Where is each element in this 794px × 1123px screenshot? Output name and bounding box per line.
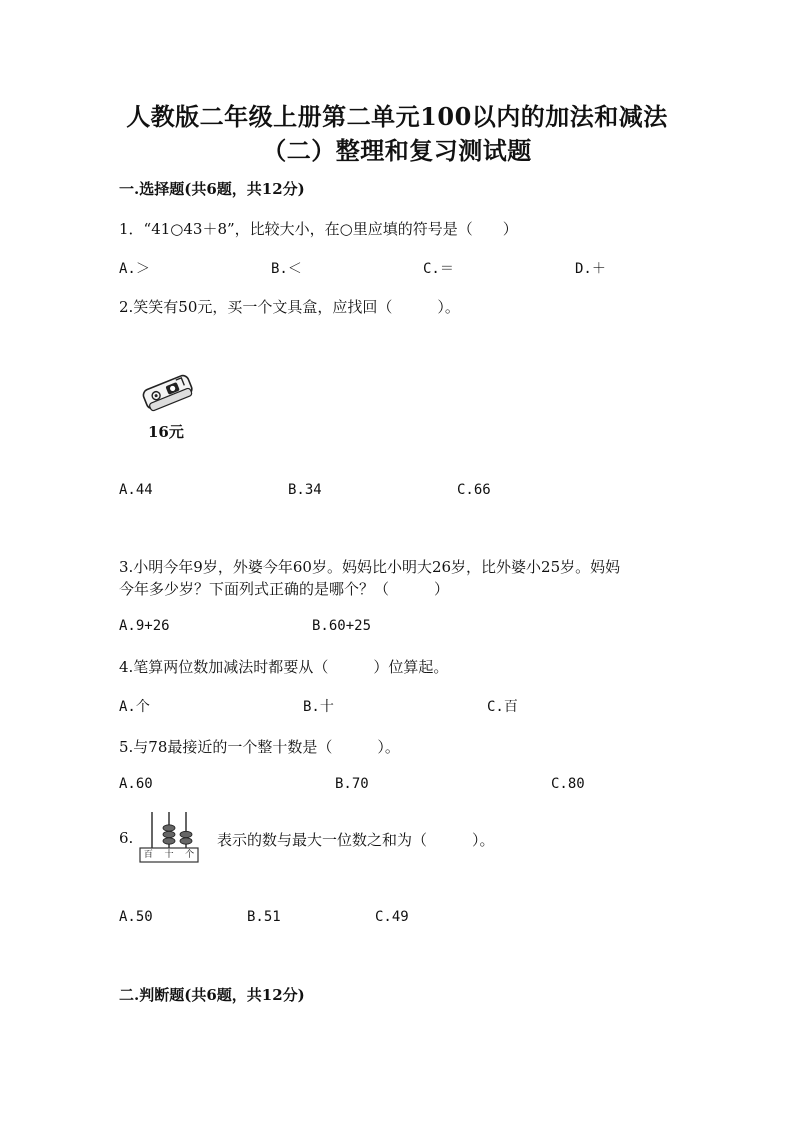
q4-option-a: A.个 [119,699,150,715]
question-4-stem: 4.笔算两位数加减法时都要从（ ）位算起。 [119,658,449,676]
q4-option-c: C.百 [487,699,518,715]
q6-option-b: B.51 [247,909,281,925]
pencil-case-icon [140,372,196,414]
q1-option-a: A.＞ [119,261,150,277]
question-2-stem: 2.笑笑有50元，买一个文具盒，应找回（ ）。 [119,298,460,316]
q2-option-c: C.66 [457,482,491,498]
q1-option-b: B.＜ [271,261,302,277]
q2-option-b: B.34 [288,482,322,498]
q1-option-c: C.＝ [423,261,454,277]
page-title-line2: （二）整理和复习测试题 [262,136,532,165]
section1-heading: 一.选择题(共6题，共12分) [119,180,305,198]
q6-option-a: A.50 [119,909,153,925]
question-3-stem-line1: 3.小明今年9岁，外婆今年60岁。妈妈比小明大26岁，比外婆小25岁。妈妈 [119,558,621,576]
q4-option-b: B.十 [303,699,334,715]
q2-option-a: A.44 [119,482,153,498]
question-6-stem: 表示的数与最大一位数之和为（ ）。 [217,831,495,849]
question-3-stem-line2: 今年多少岁？下面列式正确的是哪个？（ ） [119,580,450,598]
q3-option-a: A.9+26 [119,618,170,634]
abacus-labels [138,849,200,861]
q5-option-c: C.80 [551,776,585,792]
question-5-stem: 5.与78最接近的一个整十数是（ ）。 [119,738,400,756]
q3-option-b: B.60+25 [312,618,372,634]
abacus-label-tens: 十 [164,850,174,860]
pencil-case-price: 16元 [148,423,184,441]
abacus-label-ones: 个 [185,850,195,860]
question-1-stem: 1．“41○43＋8”，比较大小，在○里应填的符号是（ ） [119,220,518,238]
q5-option-b: B.70 [335,776,369,792]
question-6-number: 6. [119,829,134,847]
abacus-label-hundreds: 百 [143,850,153,860]
section2-heading: 二.判断题(共6题，共12分) [119,986,305,1004]
q5-option-a: A.60 [119,776,153,792]
q1-option-d: D.＋ [575,261,606,277]
q6-option-c: C.49 [375,909,409,925]
page-title-line1: 人教版二年级上册第二单元100以内的加法和减法 [126,102,668,131]
abacus-icon [138,808,200,864]
